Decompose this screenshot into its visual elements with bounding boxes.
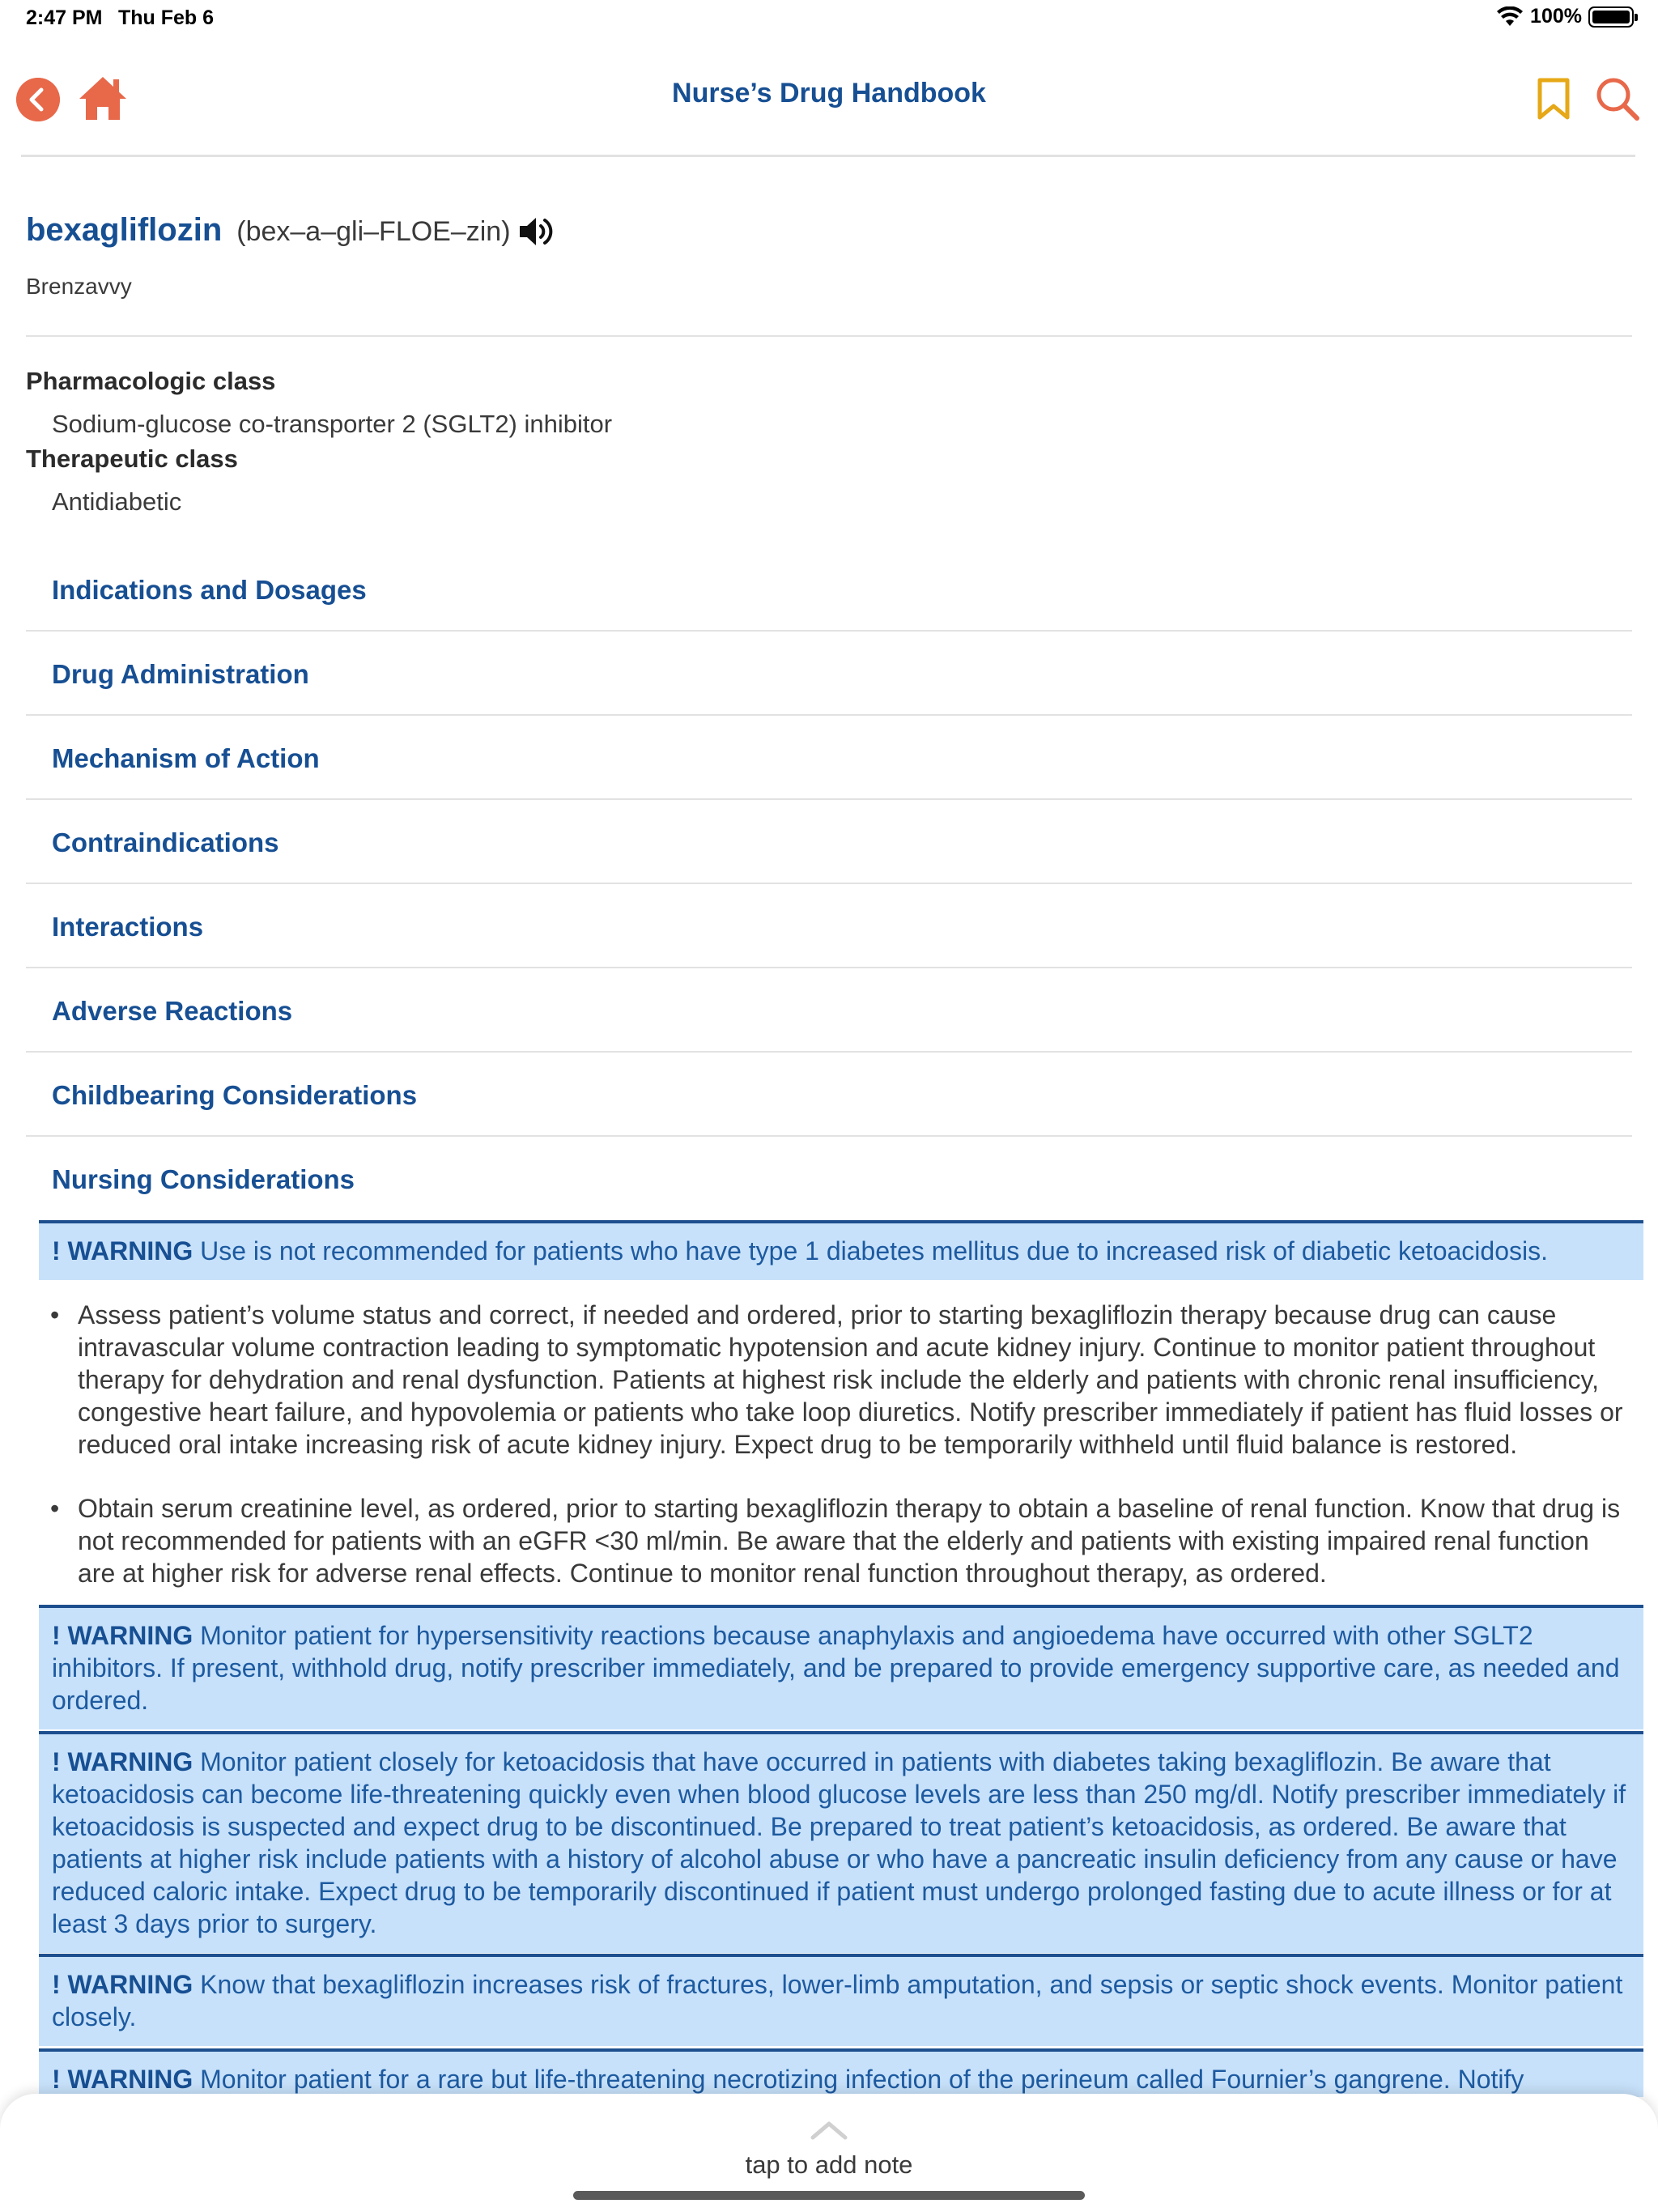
brand-name: Brenzavvy	[26, 274, 132, 299]
warning-label: ! WARNING	[52, 2065, 193, 2094]
warning-text: Monitor patient closely for ketoacidosis that have occurred in patients with diabetes taking bexagliflozin. Be aware that ketoacidosis can become life-threatening quickly even when blood glucose levels are less than 250 mg/dl. Notify prescriber immediately if ketoacidosis is suspected and expect drug to be discontinued. Be prepared to treat patient’s ketoacidosis, as ordered. Be aware that patients at higher risk include patients with a history of alcohol abuse or who have a pancreatic insulin deficiency from any cause or have reduced caloric intake. Expect drug to be temporarily discontinued if patient must undergo prolonged fasting due to acute illness or for at least 3 days prior to surgery.	[52, 1747, 1626, 1938]
wifi-icon	[1496, 6, 1524, 28]
bullet-text: Assess patient’s volume status and correct, if needed and ordered, prior to starting bexagliflozin therapy because drug can cause intravascular volume contraction leading to symptomatic hypotension and acute kidney injury. Continue to monitor patient throughout therapy for dehydration and renal dysfunction. Patients at highest risk include the elderly and patients with chronic renal insufficiency, congestive heart failure, and hypovolemia or patients who take loop diuretics. Notify prescriber immediately if patient has fluid losses or reduced oral intake increasing risk of acute kidney injury. Expect drug to be temporarily withheld until fluid balance is restored.	[78, 1300, 1623, 1459]
section-nursing-considerations[interactable]	[26, 1137, 1632, 1221]
warning-label: ! WARNING	[52, 1621, 193, 1650]
nav-divider	[21, 155, 1635, 157]
list-item: • Assess patient’s volume status and correct, if needed and ordered, prior to starting bexagliflozin therapy because drug can cause intravascular volume contraction leading to symptomatic hypotension and acute kidney injury. Continue to monitor patient throughout therapy for dehydration and renal dysfunction. Patients at highest risk include the elderly and patients with chronic renal insufficiency, congestive heart failure, and hypovolemia or patients who take loop diuretics. Notify prescriber immediately if patient has fluid losses or reduced oral intake increasing risk of acute kidney injury. Expect drug to be temporarily withheld until fluid balance is restored.	[50, 1300, 1623, 1459]
warning-text: Monitor patient for a rare but life-threatening necrotizing infection of the perineum called Fournier’s gangrene. Notify	[200, 2065, 1524, 2094]
warning-box	[39, 1954, 1643, 2046]
warning-label: ! WARNING	[52, 1970, 193, 1999]
therapeutic-class-value: Antidiabetic	[52, 487, 182, 516]
section-label: Interactions	[52, 912, 204, 942]
section-mechanism-of-action[interactable]	[26, 716, 1632, 800]
warning-text: Use is not recommended for patients who have type 1 diabetes mellitus due to increased risk of diabetic ketoacidosis.	[200, 1236, 1548, 1266]
warning-label: ! WARNING	[52, 1236, 193, 1266]
bullet-text: Obtain serum creatinine level, as ordered, prior to starting bexagliflozin therapy to obtain a baseline of renal function. Know that drug is not recommended for patients with an eGFR <30 ml/min. Be aware that the elderly and patients with existing impaired renal function are at higher risk for adverse renal effects. Continue to monitor renal function throughout therapy, as ordered.	[78, 1494, 1621, 1588]
section-label: Adverse Reactions	[52, 996, 293, 1026]
search-icon[interactable]	[1595, 76, 1640, 121]
therapeutic-class-label: Therapeutic class	[26, 445, 238, 473]
chevron-up-icon[interactable]	[810, 2120, 848, 2141]
warning-text: Know that bexagliflozin increases risk of fractures, lower-limb amputation, and sepsis or septic shock events. Monitor patient closely.	[52, 1970, 1623, 2031]
battery-icon	[1588, 6, 1634, 28]
section-label: Indications and Dosages	[52, 575, 367, 605]
header-divider	[26, 335, 1632, 337]
section-indications-and-dosages[interactable]	[26, 547, 1632, 632]
bookmark-icon[interactable]	[1537, 78, 1571, 120]
section-drug-administration[interactable]	[26, 632, 1632, 716]
warning-box	[39, 1220, 1643, 1280]
status-time: 2:47 PM	[26, 6, 103, 29]
section-label: Drug Administration	[52, 659, 309, 689]
app-title: Nurse’s Drug Handbook	[672, 78, 986, 108]
drug-pronunciation: (bex–a–gli–FLOE–zin)	[236, 216, 511, 247]
status-indicators	[1496, 5, 1634, 28]
section-adverse-reactions[interactable]	[26, 968, 1632, 1053]
add-note-label[interactable]: tap to add note	[745, 2150, 913, 2179]
section-label: Childbearing Considerations	[52, 1080, 418, 1110]
warning-box	[39, 2048, 1643, 2097]
drug-header	[26, 212, 511, 249]
list-item: • Obtain serum creatinine level, as ordered, prior to starting bexagliflozin therapy to obtain a baseline of renal function. Know that drug is not recommended for patients with an eGFR <30 ml/min. Be aware that the elderly and patients with existing impaired renal function are at higher risk for adverse renal effects. Continue to monitor renal function throughout therapy, as ordered.	[50, 1494, 1621, 1588]
home-indicator	[573, 2191, 1085, 2200]
speaker-icon[interactable]	[518, 214, 555, 249]
status-bar	[0, 0, 1658, 40]
warning-box	[39, 1605, 1643, 1729]
section-interactions[interactable]	[26, 884, 1632, 968]
warning-box	[39, 1731, 1643, 1953]
section-childbearing-considerations[interactable]	[26, 1053, 1632, 1137]
section-contraindications[interactable]	[26, 800, 1632, 884]
battery-percent: 100%	[1530, 5, 1582, 28]
pharmacologic-class-label: Pharmacologic class	[26, 367, 276, 395]
section-label: Nursing Considerations	[52, 1164, 355, 1194]
drug-name: bexagliflozin	[26, 212, 223, 248]
section-label: Contraindications	[52, 827, 279, 857]
warning-text: Monitor patient for hypersensitivity reactions because anaphylaxis and angioedema have occurred with other SGLT2 inhibitors. If present, withhold drug, notify prescriber immediately, and be prepared to provide emergency supportive care, as needed and ordered.	[52, 1621, 1620, 1715]
pharmacologic-class-value: Sodium-glucose co-transporter 2 (SGLT2) inhibitor	[52, 410, 613, 438]
status-date: Thu Feb 6	[118, 6, 215, 29]
section-label: Mechanism of Action	[52, 743, 320, 773]
warning-label: ! WARNING	[52, 1747, 193, 1776]
